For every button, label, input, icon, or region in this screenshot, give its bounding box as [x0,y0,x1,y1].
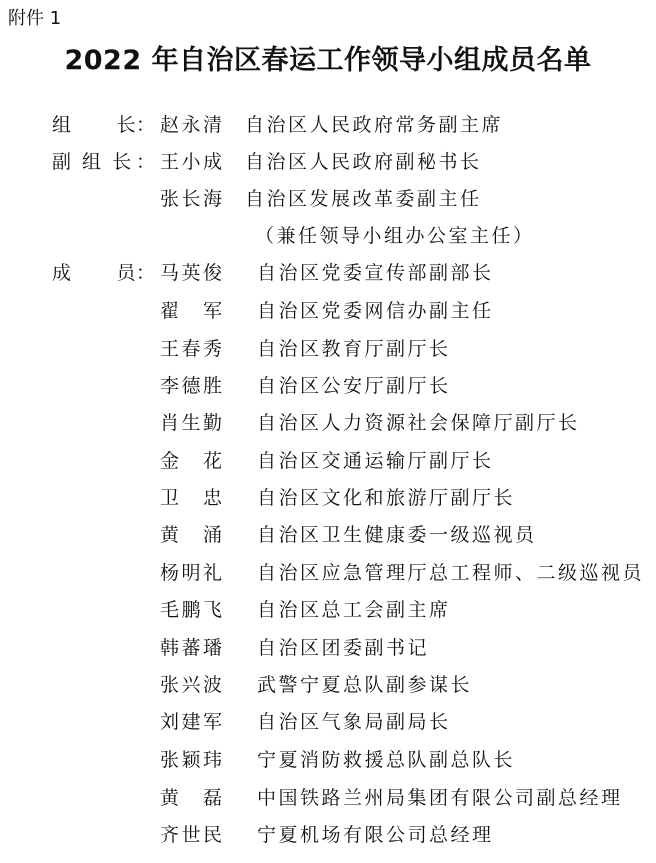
person-name: 张颖玮 [160,749,225,771]
member-row [0,477,656,514]
member-row [0,589,656,626]
member-row [0,664,656,701]
person-position: 宁夏机场有限公司总经理 [257,824,494,846]
person-name: 王春秀 [160,338,225,360]
person-position: 自治区卫生健康委一级巡视员 [257,524,537,546]
person-position: 自治区发展改革委副主任 [245,188,482,210]
person-name: 毛鹏飞 [160,599,225,621]
person-name: 张长海 [160,188,225,210]
person-position: 自治区人民政府副秘书长 [245,151,482,173]
person-position: 自治区党委网信办副主任 [257,300,494,322]
attachment-label: 附件 1 [8,8,62,29]
person-position: 自治区党委宣传部副部长 [257,262,494,284]
person-position: 自治区交通运输厅副厅长 [257,450,494,472]
member-row [0,627,656,664]
person-position: 中国铁路兰州局集团有限公司副总经理 [257,787,623,809]
document-title: 2022 年自治区春运工作领导小组成员名单 [64,45,592,76]
person-position: 自治区总工会副主席 [257,599,451,621]
leader-row [0,178,656,215]
person-position: 自治区气象局副局长 [257,711,451,733]
leader-row [0,104,656,141]
role-label: 组 长 [52,114,139,136]
member-row [0,365,656,402]
person-position: 自治区团委副书记 [257,637,430,659]
member-row [0,552,656,589]
role-colon: ： [136,114,158,136]
role-label: 成 员 [52,262,139,284]
role-label: 副 组 长 [52,151,134,173]
person-name: 李德胜 [160,375,225,397]
person-name: 黄 涌 [160,524,225,546]
role-colon: ： [136,262,158,284]
member-row [0,514,656,551]
role-colon: ： [136,151,158,173]
person-name: 韩蕃璠 [160,637,225,659]
person-name: 杨明礼 [160,562,225,584]
member-row [0,440,656,477]
person-position: 自治区公安厅副厅长 [257,375,451,397]
person-name: 刘建军 [160,711,225,733]
member-row [0,777,656,814]
member-row [0,701,656,738]
person-position: 武警宁夏总队副参谋长 [257,674,473,696]
member-row [0,252,656,289]
person-position: 自治区教育厅副厅长 [257,338,451,360]
person-position: 自治区文化和旅游厅副厅长 [257,487,516,509]
person-name: 黄 磊 [160,787,225,809]
person-name: 马英俊 [160,262,225,284]
member-row [0,290,656,327]
person-position: 宁夏消防救援总队副总队长 [257,749,516,771]
person-name: 齐世民 [160,824,225,846]
leader-note: （兼任领导小组办公室主任） [255,225,535,247]
person-name: 金 花 [160,450,225,472]
member-row [0,814,656,851]
person-position: 自治区人民政府常务副主席 [245,114,504,136]
person-name: 肖生勤 [160,412,225,434]
person-name: 王小成 [160,151,225,173]
member-row [0,328,656,365]
member-row [0,739,656,776]
person-name: 张兴波 [160,674,225,696]
person-position: 自治区应急管理厅总工程师、二级巡视员 [257,562,645,584]
person-position: 自治区人力资源社会保障厅副厅长 [257,412,580,434]
person-name: 赵永清 [160,114,225,136]
member-row [0,402,656,439]
person-name: 卫 忠 [160,487,225,509]
leader-note-row [0,215,656,252]
leader-row [0,141,656,178]
person-name: 翟 军 [160,300,225,322]
